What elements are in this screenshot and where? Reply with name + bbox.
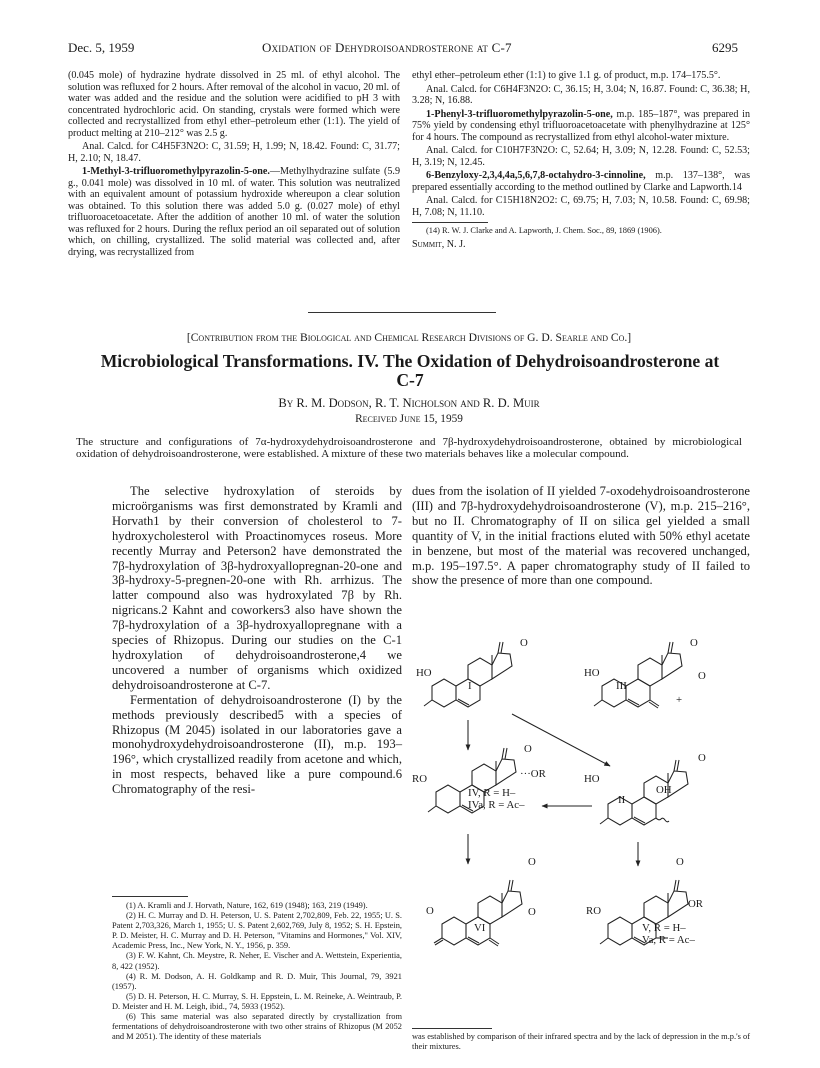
structure-VI <box>434 880 522 946</box>
top-left-column <box>68 70 400 258</box>
label-VI: VI <box>474 922 486 934</box>
label-III: III <box>616 680 627 692</box>
footnote-5: (5) D. H. Peterson, H. C. Murray, S. H. Eppstein, L. M. Reineke, A. Weintraub, P. D. Meister and H. M. Leigh, ibid., 74, 5933 (1952). <box>112 991 402 1011</box>
label-O-VI-3: O <box>426 905 434 917</box>
label-OR-IV: ···OR <box>520 768 546 780</box>
article-title-line-2: C-7 <box>396 370 424 390</box>
location-summit: Summit, N. J. <box>412 239 466 251</box>
body-paragraph-2: Fermentation of dehydroisoandrosterone (I) by the methods previously described5 with a species of Rhizopus (M 2045) isolated in our laboratories gave a monohydroxydehydroisoandrosterone (II), m.p. 193–196°, which crystallized readily from acetone and which, in most respects, behaved like a pure compound.6 Chromatography of the resi- <box>112 692 402 797</box>
article-title-line-1: Microbiological Transformations. IV. The Oxidation of Dehydroisoandrosterone at <box>100 351 720 371</box>
footnote-3: (3) F. W. Kahnt, Ch. Meystre, R. Neher, E. Vischer and A. Wettstein, Experientia, 8, 422 (1952). <box>112 951 402 971</box>
paragraph-text: m.p. 185–187°, was prepared in 75% yield by condensing ethyl trifluoroacetoacetate with phenylhydrazine at 125° for 4 hours. The compound as recrystallized from ethyl alcohol-water mixture. <box>412 108 750 143</box>
label-V: V, R = H– <box>642 922 686 934</box>
label-OR-V: OR <box>688 898 703 910</box>
body-right-column <box>412 484 750 588</box>
label-II: II <box>618 794 626 806</box>
header-page-number: 6295 <box>712 40 738 55</box>
label-I: I <box>468 680 472 692</box>
label-O-III-7: O <box>698 670 706 682</box>
paragraph-text: m.p. 137–138°, was prepared essentially according to the method outlined by Clarke and Lapworth.14 <box>412 170 750 193</box>
top-right-paragraph-5 <box>412 170 750 193</box>
footnote-4: (4) R. M. Dodson, A. H. Goldkamp and R. D. Muir, This Journal, 79, 3921 (1957). <box>112 971 402 991</box>
label-HO-I: HO <box>416 667 432 679</box>
label-O-VI-17: O <box>528 856 536 868</box>
footnote-rule <box>412 1028 492 1029</box>
label-HO-II: HO <box>584 773 600 785</box>
authors: By R. M. Dodson, R. T. Nicholson and R. D. Muir <box>278 396 540 410</box>
compound-heading: 6-Benzyloxy-2,3,4,4a,5,6,7,8-octahydro-3-cinnoline, <box>426 170 646 181</box>
compound-heading: 1-Methyl-3-trifluoromethylpyrazolin-5-one. <box>82 166 270 177</box>
label-O-I: O <box>520 637 528 649</box>
label-O-III-17: O <box>690 637 698 649</box>
compound-heading: 1-Phenyl-3-trifluoromethylpyrazolin-5-one, <box>426 108 613 120</box>
label-IV: IV, R = H– <box>468 787 516 799</box>
abstract: The structure and configurations of 7α-hydroxydehydroisoandrosterone and 7β-hydroxydehydroisoandrosterone, obtained by microbiological oxidation of dehydroisoandrosterone, were established. A mixture of these two materials behaves like a molecular compound. <box>76 436 742 461</box>
structure-II <box>600 760 688 825</box>
label-O-II: O <box>698 752 706 764</box>
footnote-2: (2) H. C. Murray and D. H. Peterson, U. S. Patent 2,702,809, Feb. 22, 1955; U. S. Patent 2,703,326, March 1, 1955; U. S. Patent 2,602,769, July 8, 1952; S. H. Epstein, P. D. Meister, H. C. Murray and D. H. Peterson, "Vitamins and Hormones," Vol. XIV, Academic Press, Inc., New York, N. Y., 1956, p. 359. <box>112 911 402 951</box>
contribution-line: [Contribution from the Biological and Chemical Research Divisions of G. D. Searle and Co.] <box>186 331 632 344</box>
header-title: Oxidation of Dehydroisoandrosterone at C-7 <box>262 40 512 55</box>
header-date: Dec. 5, 1959 <box>68 40 135 55</box>
label-O-IV: O <box>524 743 532 755</box>
label-O-VI-7: O <box>528 906 536 918</box>
footnote-6: (6) This same material was also separated directly by crystallization from fermentations of dehydroisoandrosterone with two other strains of Rhizopus (M 2052 and M 2051). The identity of these materials <box>112 1012 402 1042</box>
label-plus: + <box>676 694 683 706</box>
top-left-paragraph-1: (0.045 mole) of hydrazine hydrate dissolved in 25 ml. of ethyl alcohol. The solution was refluxed for 2 hours. After removal of the alcohol in vacuo, 20 ml. of water was added and the residue and the solution were acidified to pH 3 with concentrated hydrochloric acid. On standing, crystals were formed which were collected and recrystallized from ethyl ether–petroleum ether (1:1). The yield of product melting at 210–212° was 2.5 g. <box>68 70 400 139</box>
top-left-paragraph-3 <box>68 166 400 258</box>
footnote-1: (1) A. Kramli and J. Horvath, Nature, 162, 619 (1948); 163, 219 (1949). <box>126 901 368 910</box>
label-HO-III: HO <box>584 667 600 679</box>
top-right-anal-2: Anal. Calcd. for C10H7F3N2O: C, 52.64; H, 3.09; N, 12.28. Found: C, 52.53; H, 3.19; N, 12.45. <box>412 145 750 168</box>
top-left-anal: Anal. Calcd. for C4H5F3N2O: C, 31.59; H, 1.99; N, 18.42. Found: C, 31.77; H, 2.10; N, 18.47. <box>68 141 400 164</box>
top-right-anal-3: Anal. Calcd. for C15H18N2O2: C, 69.75; H, 7.03; N, 10.58. Found: C, 69.98; H, 7.08; N, 11.10. <box>412 195 750 218</box>
structure-I <box>424 642 512 707</box>
label-OH-II: OH <box>656 784 672 796</box>
label-RO-V: RO <box>586 905 601 917</box>
body-paragraph-3: dues from the isolation of II yielded 7-oxodehydroisoandrosterone (III) and 7β-hydroxydehydroisoandrosterone (V), m.p. 215–216°, but no II. Chromatography of II on silica gel yielded a small quantity of V, in the initial fractions eluted with 50% ethyl acetate in benzene, but most of the material was recovered unchanged, m.p. 195–197.5°. A paper chromatography study of II failed to show the presence of more than one compound. <box>412 484 750 588</box>
footnote-6-continuation: was established by comparison of their infrared spectra and by the lack of depression in the m.p.'s of their mixtures. <box>412 1032 750 1052</box>
structure-III <box>594 642 682 708</box>
footnote-14: (14) R. W. J. Clarke and A. Lapworth, J. Chem. Soc., 89, 1869 (1906). <box>426 226 662 235</box>
top-right-paragraph-1: ethyl ether–petroleum ether (1:1) to give 1.1 g. of product, m.p. 174–175.5°. <box>412 70 721 81</box>
top-right-anal-1: Anal. Calcd. for C6H4F3N2O: C, 36.15; H, 3.04; N, 16.87. Found: C, 36.38; H, 3.28; N, 16.88. <box>412 83 750 106</box>
top-right-column <box>412 70 750 251</box>
label-IVa: IVa, R = Ac– <box>468 799 525 811</box>
body-left-column <box>112 484 402 797</box>
section-divider <box>308 312 496 313</box>
footnote-rule <box>112 896 188 897</box>
top-right-paragraph-3 <box>412 109 750 144</box>
received-date: Received June 15, 1959 <box>355 413 463 425</box>
reaction-scheme <box>412 636 750 1028</box>
article-title <box>60 352 760 390</box>
body-paragraph-1: The selective hydroxylation of steroids by microörganisms was first demonstrated by Kramli and Horvath1 by their conversion of cholesterol to 7-hydroxycholesterol with Proactinomyces roseus. More recently Murray and Peterson2 have demonstrated the 7β-hydroxylation of 3β-hydroxyallopregnan-20-one and 3β-hydroxy-5-pregnen-20-one with Rh. arrhizus. The latter compound also was hydroxylated 7β by Rh. nigricans.2 Kahnt and coworkers3 also have shown the 7β-hydroxylation of a 3β-hydroxyallopregnane with a species of Rhizopus. During our studies on the C-1 hydroxylation of dehydroisoandrosterone,4 we uncovered a number of organisms which oxidized dehydroisoandrosterone at C-7. <box>112 484 402 692</box>
arrow-I-to-II <box>512 714 610 766</box>
footnotes-left <box>112 901 402 1042</box>
label-O-V: O <box>676 856 684 868</box>
label-Va: Va, R = Ac– <box>642 934 695 946</box>
label-RO-IV: RO <box>412 773 427 785</box>
paragraph-text: —Methylhydrazine sulfate (5.9 g., 0.041 mole) was dissolved in 10 ml. of water. This solution was neutralized with an equivalent amount of potassium hydroxide whereupon a clear solution was obtained. To this solution there was added 5.0 g. (0.027 mole) of ethyl trifluoroacetoacetate. After the addition of another 10 ml. of water the solution was refluxed for 2 hours. During the reflux period an oil separated out of solution which, on chilling, crystallized. The solid material was collected and, after drying, was recrystallized from <box>68 166 400 258</box>
footnote-rule <box>412 222 488 223</box>
